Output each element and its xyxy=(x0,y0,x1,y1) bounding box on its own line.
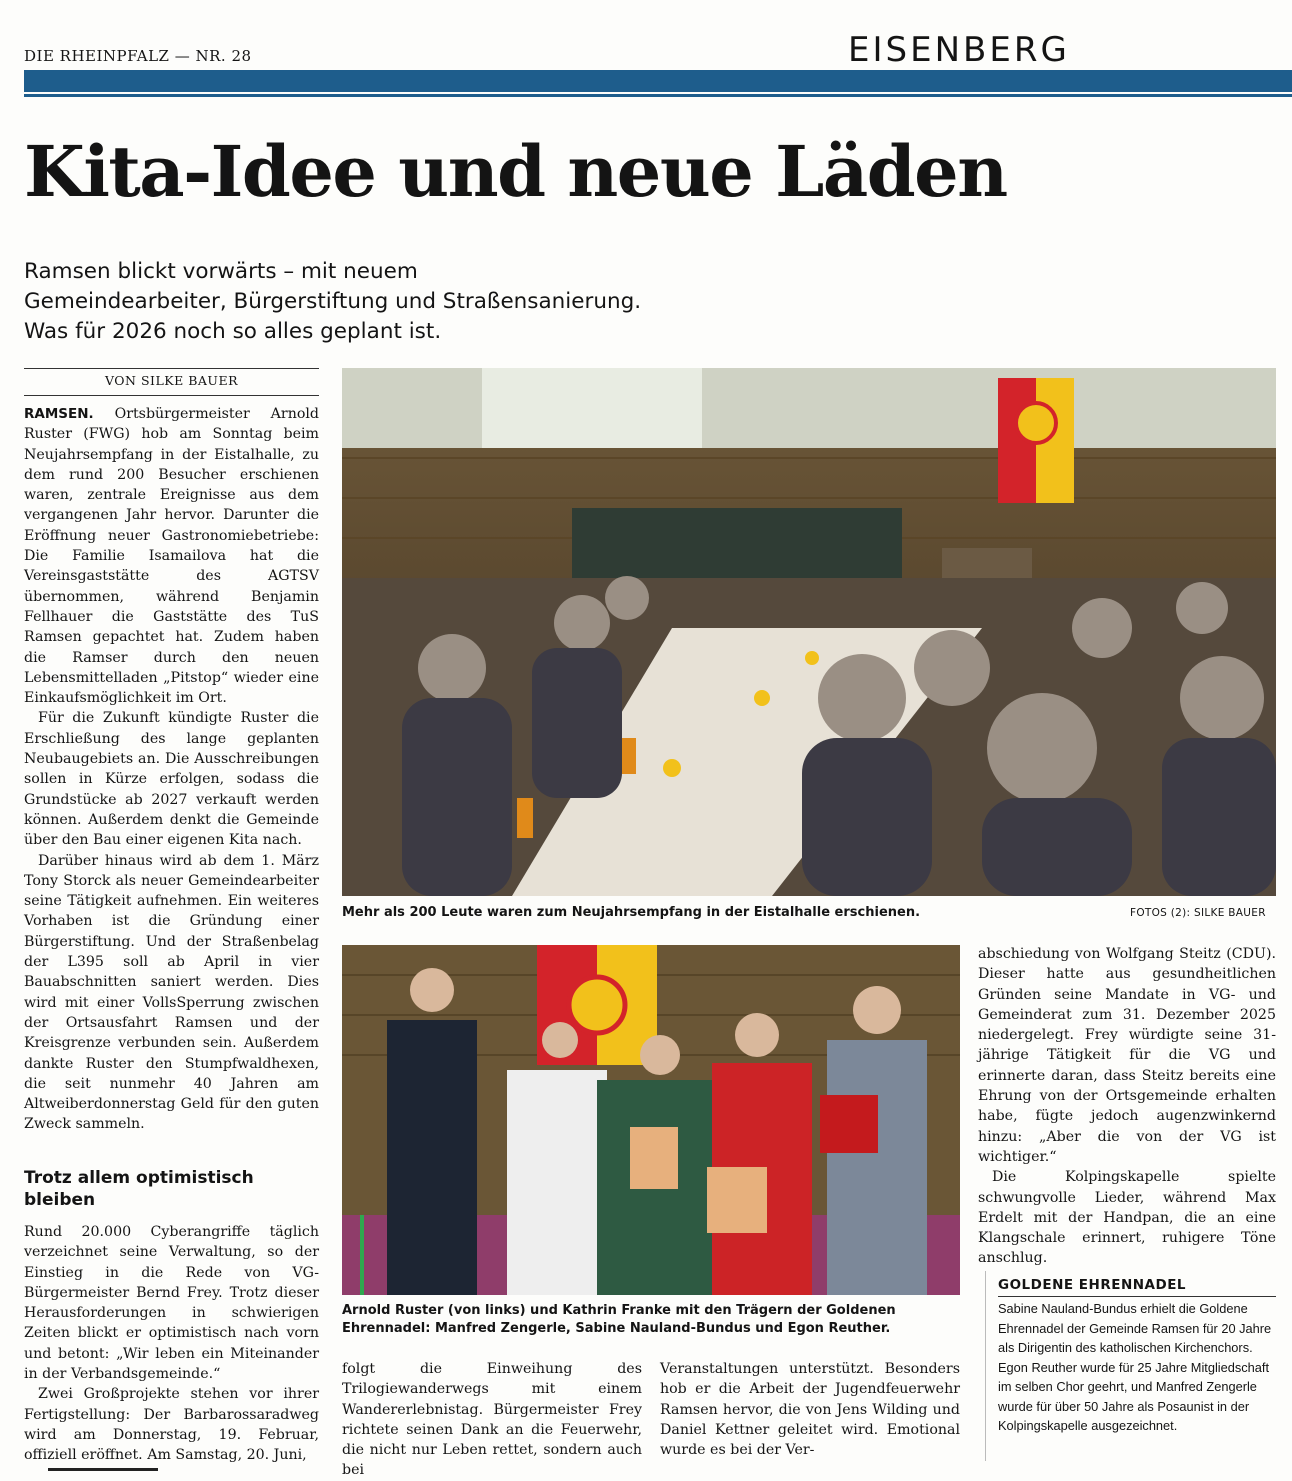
paragraph: abschiedung von Wolfgang Steitz (CDU). Dieser hatte aus gesundheitlichen Gründen seine Mandate in VG- und Gemeinderat zum 31. Dezember 2025 niedergelegt. Frey würdigte seine 31-jährige Tätigkeit für die VG und erinnerte daran, dass Steitz bereits eine Ehrung von der Ortsgemeinde erhalten habe, fügte jedoch augenzwinkernd hinzu: „Aber die von der VG ist wichtiger.“ xyxy=(978,946,1276,1165)
photo-neujahrsempfang-illustration xyxy=(342,368,1276,896)
paragraph: Rund 20.000 Cyberangriffe täglich verzeichnet seine Verwaltung, so der Einstieg in die Rede von VG-Bürgermeister Bernd Frey. Trotz dieser Herausforderungen in schwierigen Zeiten blickt er optimistisch nach vorn und betont: „Wir leben ein Miteinander in der Verbandsgemeinde.“ xyxy=(24,1224,319,1383)
dateline: RAMSEN. xyxy=(24,406,94,422)
paragraph-text: Ortsbürgermeister Arnold Ruster (FWG) hob am Sonntag beim Neujahrsempfang in der Eistalhalle, zu dem rund 200 Besucher erschienen waren, zentrale Ereignisse aus dem vergangenen Jahr hervor. Darunter die Eröffnung neuer Gastronomiebetriebe: Die Familie Isamailova hat die Vereinsgaststätte des AGTSV übernommen, während Benjamin Fellhauer die Gaststätte des TuS Ramsen gepachtet hat. Zudem haben die Ramser durch den neuen Lebensmittelladen „Pitstop“ wieder eine Einkaufsmöglichkeit im Ort. xyxy=(24,406,319,707)
deck-line: Ramsen blickt vorwärts – mit neuem xyxy=(24,259,418,284)
article-deck xyxy=(24,257,924,347)
article-column-3 xyxy=(660,1359,960,1460)
footer-mark xyxy=(48,1468,158,1471)
deck-line: Gemeindearbeiter, Bürgerstiftung und Straßensanierung. xyxy=(24,289,642,314)
article-column-4 xyxy=(978,944,1276,1269)
paragraph: Zwei Großprojekte stehen vor ihrer Fertigstellung: Der Barbarossaradweg wird am Donnerstag, 19. Februar, offiziell eröffnet. Am Samstag, 20. Juni, xyxy=(24,1386,319,1464)
masthead-rule xyxy=(24,94,1292,97)
article-column-1 xyxy=(24,404,319,1135)
masthead-bar xyxy=(24,70,1292,92)
paragraph: Für die Zukunft kündigte Ruster die Erschließung des lange geplanten Neubaugebiets an. Die Ausschreibungen sollen in Kürze erfolgen, sodass die Grundstücke ab 2027 verkauft werden können. Außerdem denkt die Gemeinde über den Bau einer eigenen Kita nach. xyxy=(24,710,319,849)
photo-neujahrsempfang xyxy=(342,368,1276,896)
info-box-title: GOLDENE EHRENNADEL xyxy=(998,1277,1276,1297)
byline: VON SILKE BAUER xyxy=(105,373,238,388)
paragraph: Die Kolpingskapelle spielte schwungvolle Lieder, während Max Erdelt mit der Handpan, die an eine Klangschale erinnert, ruhigere Töne anschlug. xyxy=(978,1169,1276,1267)
article-column-1-continued xyxy=(24,1222,319,1466)
paragraph xyxy=(24,404,319,708)
newspaper-issue-label: DIE RHEINPFALZ — NR. 28 xyxy=(24,47,252,65)
article-headline: Kita-Idee und neue Läden xyxy=(24,130,1007,213)
paragraph: Darüber hinaus wird ab dem 1. März Tony Storck als neuer Gemeindearbeiter seine Tätigkeit aufnehmen. Ein weiteres Vorhaben ist die Gründung einer Bürgerstiftung. Und der Straßenbelag der L395 soll ab April in vier Bauabschnitten saniert werden. Dies wird mit einer VollsSperrung zwischen der Ortsausfahrt Ramsen und der Kreisgrenze verbunden sein. Außerdem dankte Ruster den Stumpfwaldhexen, die seit nunmehr 40 Jahren am Altweiberdonnerstag Geld für den guten Zweck sammeln. xyxy=(24,852,319,1133)
article-subhead: Trotz allem optimistisch bleiben xyxy=(24,1168,254,1210)
article-column-2 xyxy=(342,1359,642,1481)
info-box-body: Sabine Nauland-Bundus erhielt die Goldene Ehrennadel der Gemeinde Ramsen für 20 Jahre als Dirigentin des katholischen Kirchenchors. Egon Reuther wurde für 25 Jahre Mitgliedschaft im selben Chor geehrt, und Manfred Zengerle wurde für über 50 Jahre als Posaunist in der Kolpingskapelle ausgezeichnet. xyxy=(998,1301,1272,1433)
paragraph: folgt die Einweihung des Trilogiewanderwegs mit einem Wandererlebnistag. Bürgermeister Frey richtete seinen Dank an die Feuerwehr, die nicht nur Leben rettet, sondern auch bei xyxy=(342,1361,642,1479)
deck-line: Was für 2026 noch so alles geplant ist. xyxy=(24,319,442,344)
section-title: EISENBERG xyxy=(848,30,1070,70)
photo-ehrennadel xyxy=(342,945,960,1295)
photo-credit: FOTOS (2): SILKE BAUER xyxy=(1130,907,1266,919)
byline-rule-bottom xyxy=(24,395,319,396)
photo-caption-2: Arnold Ruster (von links) und Kathrin Franke mit den Trägern der Goldenen Ehrennadel: Manfred Zengerle, Sabine Nauland-Bundus und Egon Reuther. xyxy=(342,1303,896,1336)
paragraph: Veranstaltungen unterstützt. Besonders hob er die Arbeit der Jugendfeuerwehr Ramsen hervor, die von Jens Wilding und Daniel Kettner geleitet wird. Emotional wurde es bei der Ver- xyxy=(660,1361,960,1459)
byline-rule-top xyxy=(24,368,319,369)
photo-ehrennadel-illustration xyxy=(342,945,960,1295)
photo-caption-1: Mehr als 200 Leute waren zum Neujahrsempfang in der Eistalhalle erschienen. xyxy=(342,905,921,920)
